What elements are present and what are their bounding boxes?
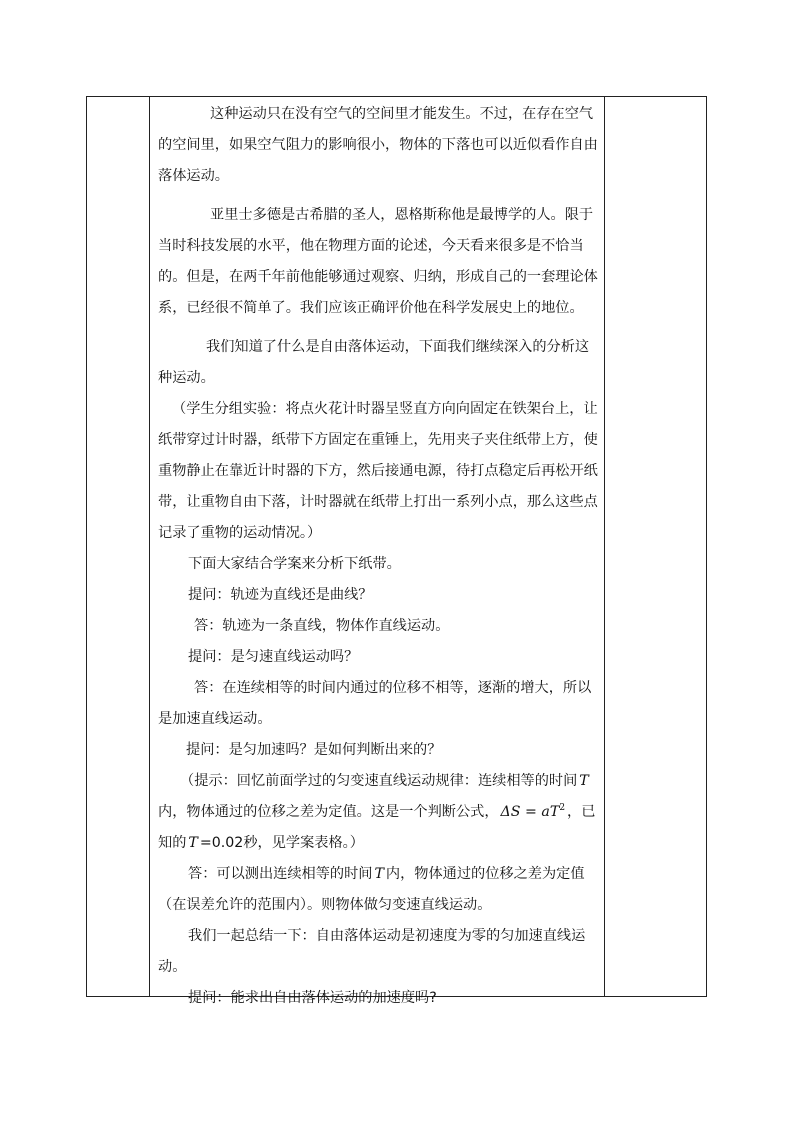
- formula-exponent: 2: [559, 803, 566, 813]
- hint-text-2: 内，物体通过的位移之差为定值。这是一个判断公式，: [158, 804, 499, 820]
- math-symbol-t: T: [188, 835, 198, 851]
- paragraph-free-fall-condition: 这种运动只在没有空气的空间里才能发生。不过，在存在空气的空间里，如果空气阻力的影响很小，物体的下落也可以近似看作自由落体运动。: [158, 106, 598, 184]
- answer-text-2: 内，物体通过的位移之差为定值（在误差允许的范围内）。则物体做匀变速直线运动。: [158, 866, 585, 913]
- right-column-cell: [604, 97, 706, 996]
- hint-text-4: =0.02秒，见学案表格。）: [199, 835, 364, 851]
- math-symbol-t: T: [579, 773, 589, 789]
- answer-uniform-motion: 答：在连续相等的时间内通过的位移不相等，逐渐的增大，所以是加速直线运动。: [158, 680, 592, 727]
- paragraph-hint: [158, 766, 598, 859]
- question-uniform-acceleration: 提问：是匀加速吗？是如何判断出来的？: [186, 742, 442, 758]
- hint-text-3: ，已知的: [158, 804, 596, 851]
- answer-text-1: 答：可以测出连续相等的时间: [188, 866, 373, 882]
- paragraph-analyze-tape: 下面大家结合学案来分析下纸带。: [188, 556, 401, 572]
- answer-uniform-acceleration: [158, 859, 598, 921]
- paragraph-transition: 我们知道了什么是自由落体运动，下面我们继续深入的分析这种运动。: [158, 339, 590, 386]
- main-content-cell: [150, 97, 606, 1006]
- paragraph-aristotle: 亚里士多德是古希腊的圣人，恩格斯称他是最博学的人。限于当时科技发展的水平，他在物理方面的论述，今天看来很多是不恰当的。但是，在两千年前他能够通过观察、归纳，形成自己的一套理论体系，已经很不简单了。我们应该正确评价他在科学发展史上的地位。: [158, 207, 598, 316]
- math-symbol-t: T: [374, 866, 384, 882]
- math-formula: [499, 804, 568, 820]
- hint-text-1: （提示：回忆前面学过的匀变速直线运动规律：连续相等的时间: [180, 773, 578, 789]
- paragraph-student-experiment: （学生分组实验：将点火花计时器呈竖直方向向固定在铁架台上，让纸带穿过计时器，纸带下方固定在重锤上，先用夹子夹住纸带上方，使重物静止在靠近计时器的下方，然后接通电源，待打点稳定后再松开纸带，让重物自由下落，计时器就在纸带上打出一系列小点，那么这些点记录了重物的运动情况。）: [158, 401, 598, 541]
- question-trajectory: 提问：轨迹为直线还是曲线？: [188, 587, 373, 603]
- question-uniform-motion: 提问：是匀速直线运动吗？: [188, 649, 359, 665]
- formula-base: ΔS = aT: [500, 804, 560, 820]
- question-acceleration-value: 提问：能求出自由落体运动的加速度吗?: [188, 990, 437, 1006]
- lesson-table: [86, 96, 707, 1006]
- left-column-cell: [87, 97, 150, 996]
- answer-trajectory: 答：轨迹为一条直线，物体作直线运动。: [194, 618, 450, 634]
- paragraph-summary: 我们一起总结一下：自由落体运动是初速度为零的匀加速直线运动。: [158, 928, 586, 975]
